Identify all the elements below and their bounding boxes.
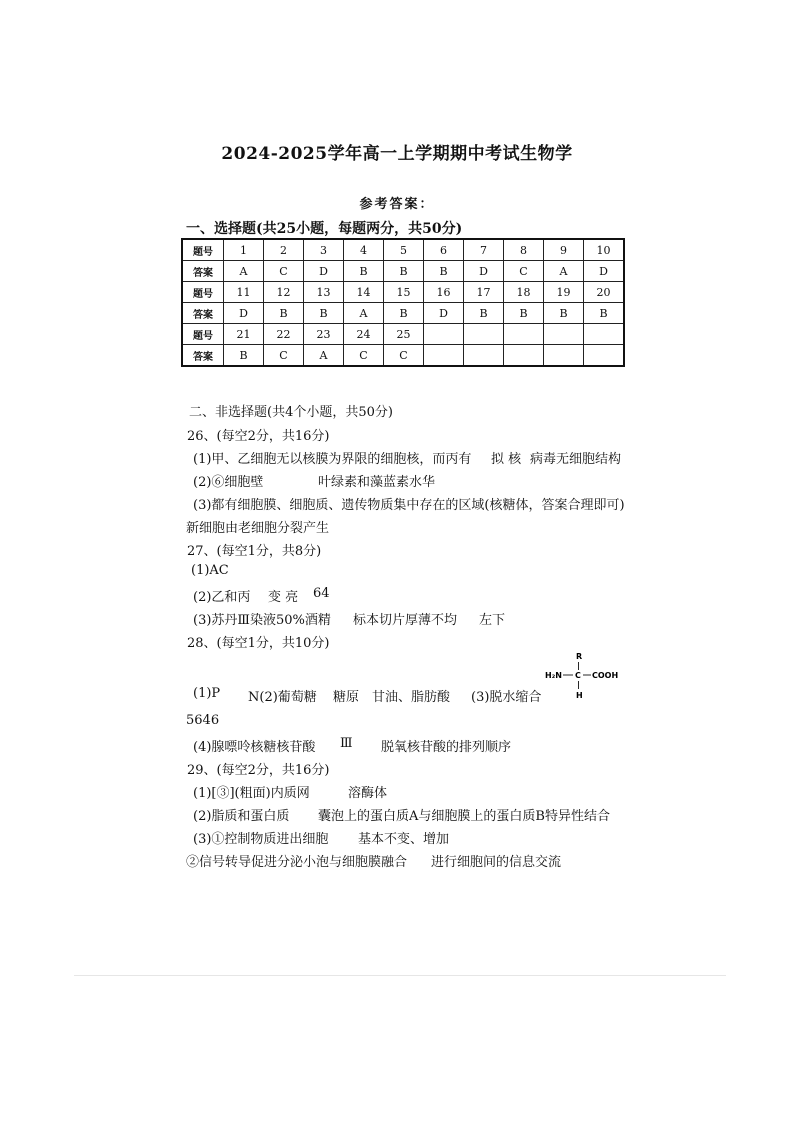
q29-answer-1b: 溶酶体 (348, 786, 388, 801)
q28-heading: 28、(每空1分，共10分) (187, 636, 330, 651)
table-cell (584, 324, 625, 345)
q26-answer-1c: 病毒无细胞结构 (530, 452, 622, 467)
q27-answer-3: (3)苏丹Ⅲ染液50%酒精 (193, 613, 331, 628)
table-cell: B (544, 303, 584, 324)
table-cell (464, 324, 504, 345)
table-row-label: 题号 (182, 282, 224, 303)
table-cell: 22 (264, 324, 304, 345)
table-cell: 21 (224, 324, 264, 345)
table-cell: 25 (384, 324, 424, 345)
table-cell: B (384, 303, 424, 324)
q29-answer-3: (3)①控制物质进出细胞 (193, 832, 329, 847)
table-cell: B (504, 303, 544, 324)
table-cell: B (344, 261, 384, 282)
q26-answer-3: (3)都有细胞膜、细胞质、遗传物质集中存在的区域(核糖体，答案合理即可) (193, 498, 625, 513)
table-cell: 3 (304, 239, 344, 261)
table-cell: 8 (504, 239, 544, 261)
table-cell (424, 345, 464, 367)
q28-answer-1: (1)P (193, 686, 221, 701)
q27-heading: 27、(每空1分，共8分) (187, 544, 322, 559)
table-cell: 11 (224, 282, 264, 303)
table-cell: 14 (344, 282, 384, 303)
table-cell: A (344, 303, 384, 324)
table-cell: D (304, 261, 344, 282)
table-row-label: 答案 (182, 345, 224, 367)
table-cell: 24 (344, 324, 384, 345)
q28-answer-3: (4)腺嘌呤核糖核苷酸 (193, 740, 316, 755)
table-cell: 9 (544, 239, 584, 261)
q26-answer-2b: 叶绿素和藻蓝素水华 (318, 475, 436, 490)
q29-answer-2b: 囊泡上的蛋白质A与细胞膜上的蛋白质B特异性结合 (318, 809, 610, 824)
q26-answer-4: 新细胞由老细胞分裂产生 (186, 521, 330, 536)
table-row-label: 答案 (182, 261, 224, 282)
table-cell (504, 324, 544, 345)
structure-amino-group: H₂N (545, 671, 562, 680)
table-cell: B (304, 303, 344, 324)
q28-answer-1b: N(2)葡萄糖 (248, 690, 317, 705)
q28-answer-3c: 脱氧核苷酸的排列顺序 (381, 740, 512, 755)
q27-answer-2b: 变 亮 (268, 590, 299, 605)
answer-key-heading: 参考答案： (359, 197, 435, 212)
table-cell: 5 (384, 239, 424, 261)
q27-answer-2: (2)乙和丙 (193, 590, 251, 605)
section2-heading: 二、非选择题(共4个小题，共50分) (189, 405, 393, 420)
table-cell: 19 (544, 282, 584, 303)
table-cell: 1 (224, 239, 264, 261)
table-cell (544, 324, 584, 345)
answer-table (181, 238, 625, 367)
q29-answer-4b: 进行细胞间的信息交流 (431, 855, 562, 870)
table-row (182, 239, 624, 261)
table-cell: 6 (424, 239, 464, 261)
table-row (182, 324, 624, 345)
q29-heading: 29、(每空2分，共16分) (187, 763, 330, 778)
structure-r-group: R (576, 652, 583, 661)
q28-answer-1d: 甘油、脂肪酸 (372, 690, 451, 705)
table-cell: C (264, 345, 304, 367)
table-cell: B (224, 345, 264, 367)
structure-central-carbon: C (575, 671, 581, 680)
table-cell: B (424, 261, 464, 282)
table-cell (584, 345, 625, 367)
q26-answer-2: (2)⑥细胞壁 (193, 475, 264, 490)
table-cell: 12 (264, 282, 304, 303)
table-row-label: 答案 (182, 303, 224, 324)
q27-answer-3c: 左下 (479, 613, 506, 628)
q26-answer-1b: 拟 核 (491, 452, 522, 467)
q29-answer-4: ②信号转导促进分泌小泡与细胞膜融合 (186, 855, 408, 870)
table-cell: 17 (464, 282, 504, 303)
table-cell: 20 (584, 282, 625, 303)
table-cell: 4 (344, 239, 384, 261)
table-cell (424, 324, 464, 345)
table-cell: 15 (384, 282, 424, 303)
table-cell: 10 (584, 239, 625, 261)
q28-answer-1e: (3)脱水缩合 (471, 690, 542, 705)
table-cell: 23 (304, 324, 344, 345)
table-cell: D (224, 303, 264, 324)
table-cell: C (344, 345, 384, 367)
table-row (182, 345, 624, 367)
table-cell: D (424, 303, 464, 324)
table-cell: B (584, 303, 625, 324)
table-cell: 7 (464, 239, 504, 261)
table-cell: B (264, 303, 304, 324)
table-row (182, 303, 624, 324)
amino-acid-structure-diagram (543, 650, 623, 702)
q26-answer-1: (1)甲、乙细胞无以核膜为界限的细胞核，而丙有 (193, 452, 472, 467)
table-cell: 18 (504, 282, 544, 303)
table-cell: 16 (424, 282, 464, 303)
table-cell: A (224, 261, 264, 282)
table-cell: C (384, 345, 424, 367)
q27-answer-2c: 64 (313, 586, 330, 601)
page-divider (74, 975, 726, 976)
page-title: 2024-2025学年高一上学期期中考试生物学 (221, 144, 573, 164)
structure-hydrogen: H (576, 691, 583, 700)
table-cell (464, 345, 504, 367)
q28-answer-1c: 糖原 (333, 690, 360, 705)
q29-answer-2: (2)脂质和蛋白质 (193, 809, 290, 824)
table-cell (504, 345, 544, 367)
table-cell: A (544, 261, 584, 282)
q27-answer-1: (1)AC (191, 563, 229, 578)
table-cell: D (584, 261, 625, 282)
table-row-label: 题号 (182, 239, 224, 261)
table-cell: B (384, 261, 424, 282)
table-cell: 2 (264, 239, 304, 261)
table-cell: C (264, 261, 304, 282)
section1-heading: 一、选择题(共25小题，每题两分，共50分) (186, 221, 463, 237)
q28-answer-2: 5646 (186, 713, 220, 728)
table-cell: A (304, 345, 344, 367)
table-cell: D (464, 261, 504, 282)
table-cell: C (504, 261, 544, 282)
q29-answer-1: (1)[③](粗面)内质网 (193, 786, 310, 801)
q27-answer-3b: 标本切片厚薄不均 (353, 613, 458, 628)
structure-carboxyl-group: COOH (592, 671, 619, 680)
table-cell: 13 (304, 282, 344, 303)
table-row-label: 题号 (182, 324, 224, 345)
table-cell (544, 345, 584, 367)
table-row (182, 282, 624, 303)
q29-answer-3b: 基本不变、增加 (358, 832, 450, 847)
table-row (182, 261, 624, 282)
q26-heading: 26、(每空2分，共16分) (187, 429, 330, 444)
table-cell: B (464, 303, 504, 324)
q28-answer-3b: Ⅲ (340, 736, 353, 751)
